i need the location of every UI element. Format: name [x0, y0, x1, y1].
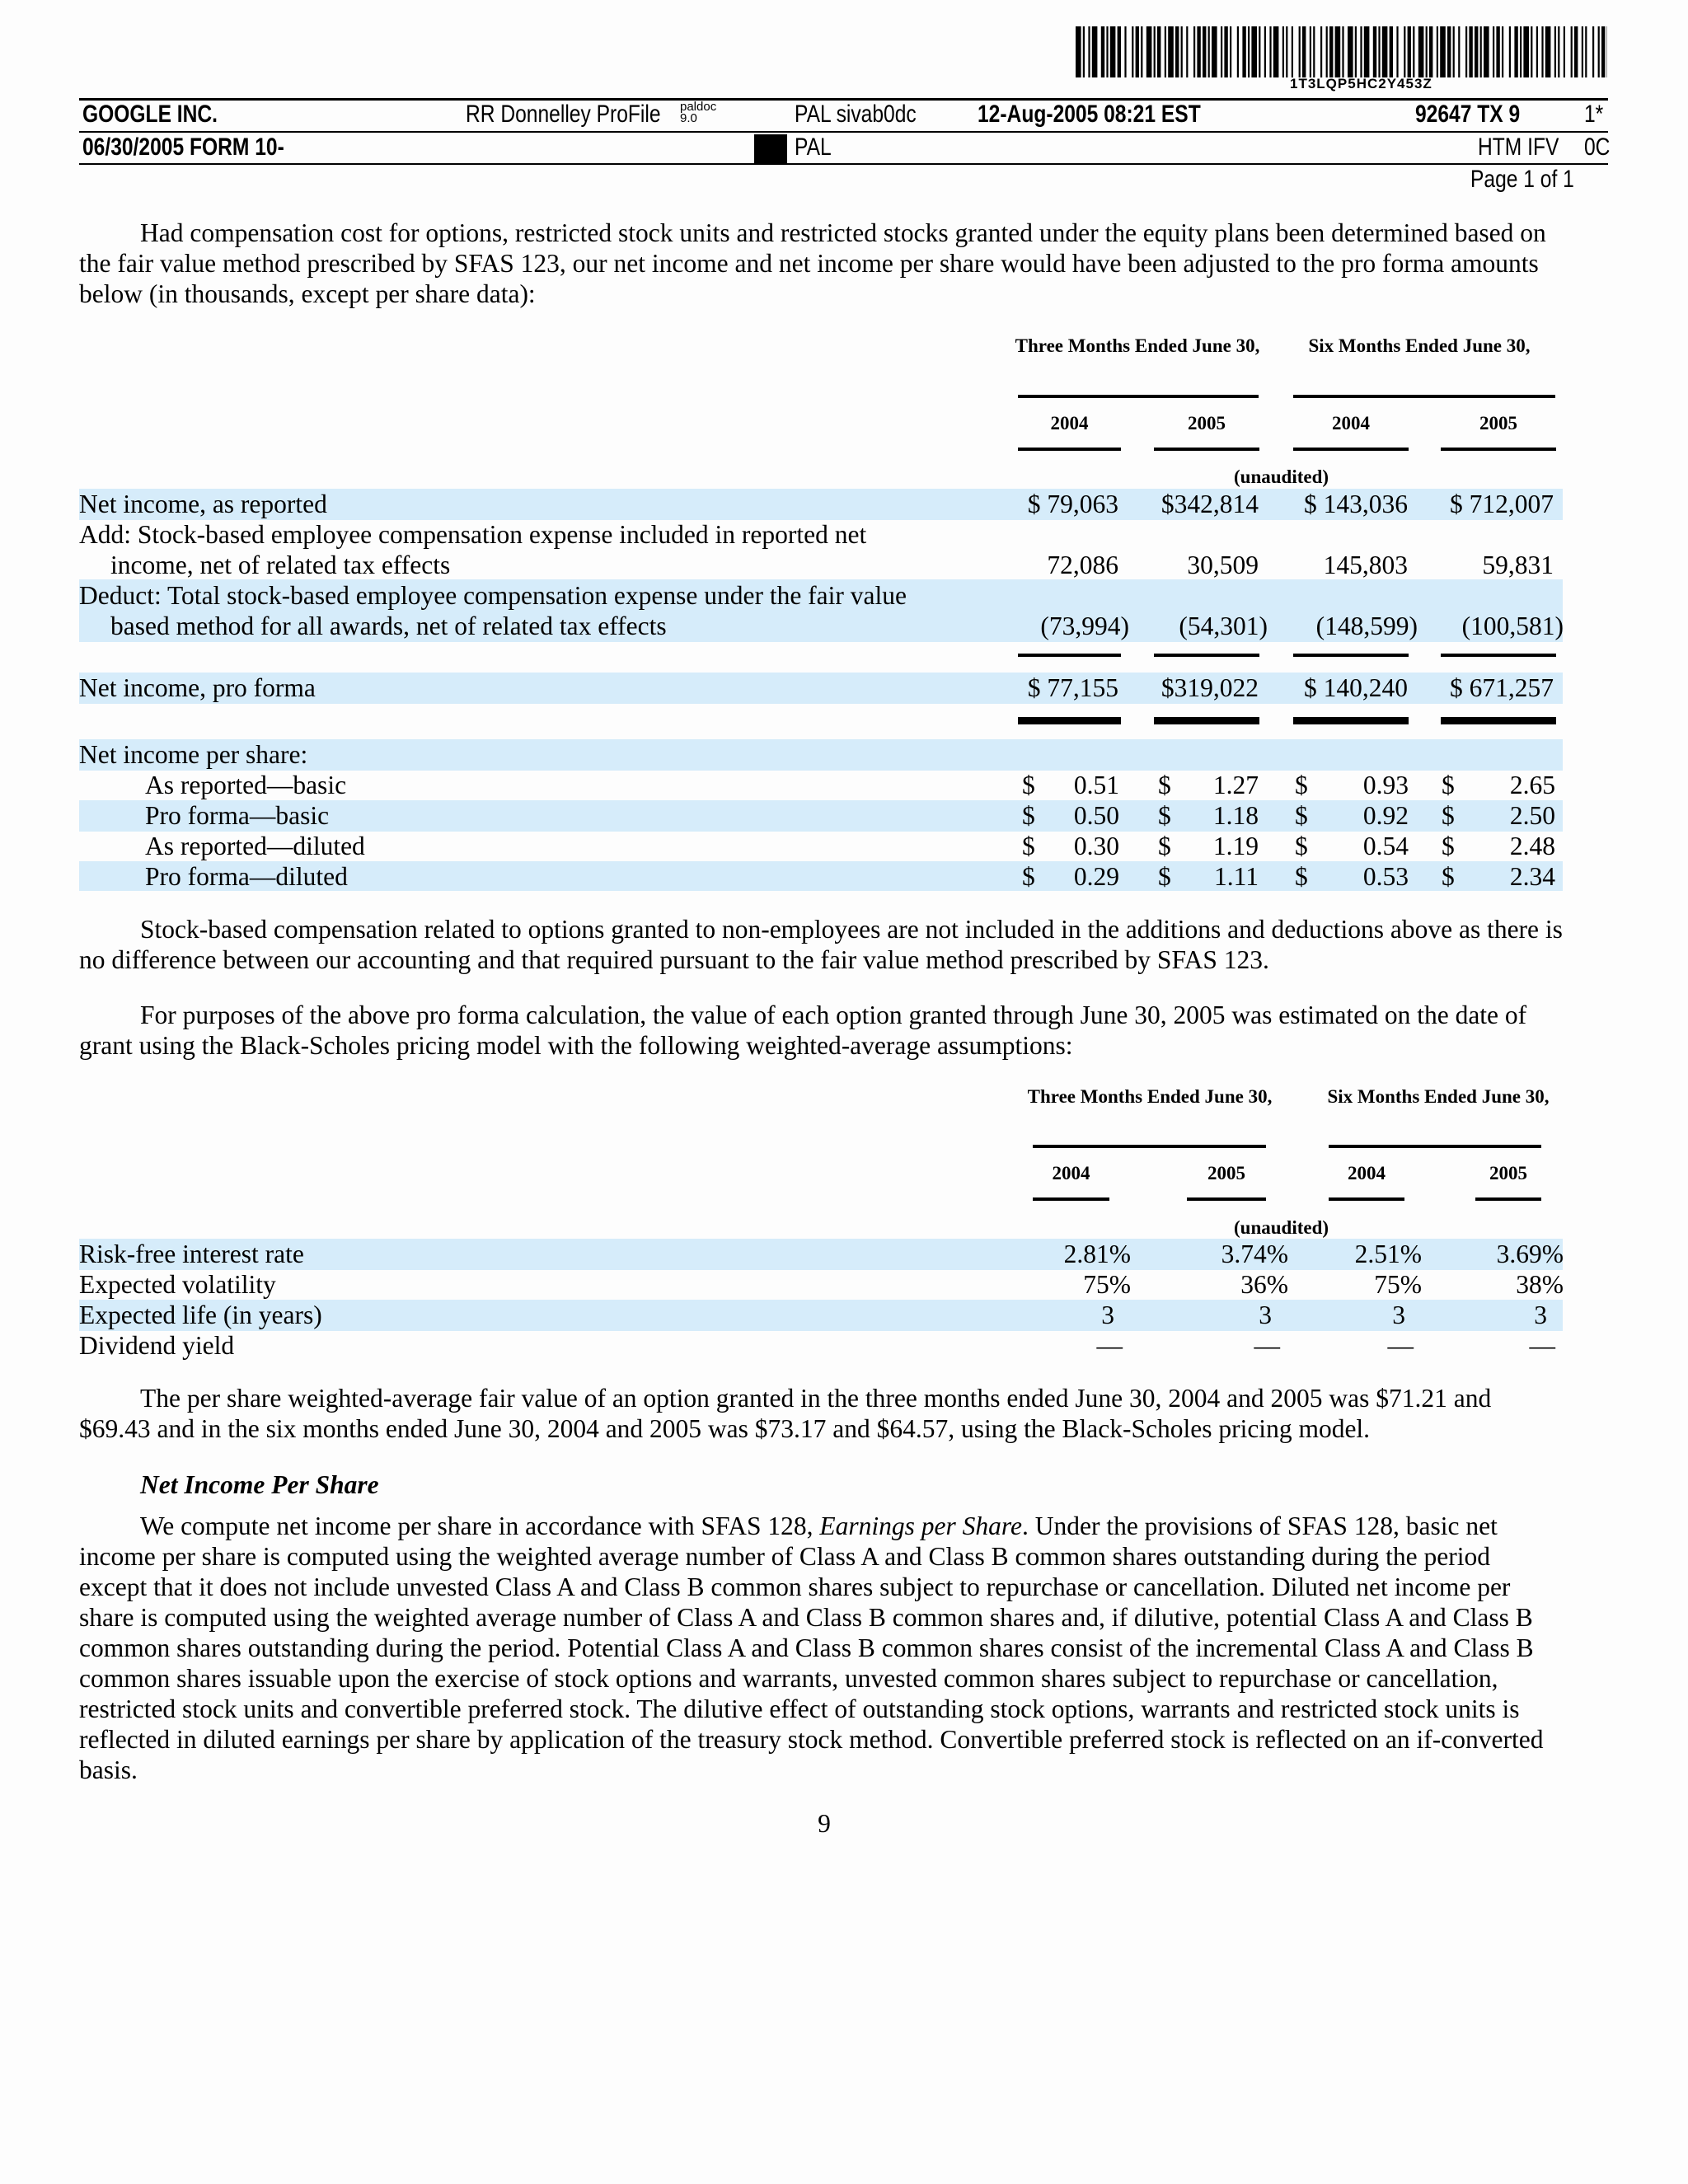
barcode-bar: [1585, 26, 1587, 77]
cell-value: 59,831: [1482, 551, 1554, 579]
currency-symbol: $: [1442, 862, 1455, 891]
table2-year-rule: [1329, 1197, 1404, 1201]
cell-value: $ 671,257: [1450, 673, 1554, 702]
para5-italic-title: Earnings per Share: [819, 1511, 1022, 1540]
barcode-bar: [1475, 26, 1478, 77]
job-number: 92647 TX 9: [1415, 101, 1521, 128]
cell-value: 1.27: [1212, 771, 1259, 799]
currency-symbol: $: [1022, 771, 1035, 799]
table2-year-rule: [1187, 1197, 1266, 1201]
barcode-bar: [1493, 26, 1494, 77]
subtotal-rule: [1154, 654, 1259, 657]
per-share-heading: Net income per share:: [79, 740, 308, 769]
cell-value: $ 712,007: [1450, 490, 1554, 518]
cell-value: 2.65: [1509, 771, 1555, 799]
table2-group-rule-2: [1329, 1145, 1541, 1148]
barcode-bar: [1378, 26, 1380, 77]
table2-year: 2004: [1348, 1163, 1386, 1183]
vendor-name: RR Donnelley ProFile: [466, 101, 661, 128]
currency-symbol: $: [1295, 771, 1308, 799]
location-code: PAL: [795, 134, 832, 161]
currency-symbol: $: [1295, 832, 1308, 860]
page-number: 9: [818, 1809, 831, 1838]
cell-value: $ 143,036: [1304, 490, 1408, 518]
barcode-bar: [1408, 26, 1411, 77]
currency-symbol: $: [1158, 771, 1171, 799]
barcode-bar: [1237, 26, 1239, 77]
row-label: Expected life (in years): [79, 1301, 322, 1329]
barcode-bar: [1458, 26, 1460, 77]
cell-value: (148,599): [1315, 612, 1418, 640]
cell-value: 3: [1101, 1301, 1114, 1329]
cell-value: 3.69%: [1496, 1240, 1564, 1268]
barcode-bar: [1592, 26, 1594, 77]
barcode-bar: [1502, 26, 1503, 77]
cell-value: 2.51%: [1354, 1240, 1422, 1268]
total-double-rule: [1293, 717, 1409, 724]
cell-value: —: [1387, 1331, 1414, 1360]
barcode-bar: [1404, 26, 1405, 77]
barcode-bar: [1418, 26, 1424, 77]
barcode-bar: [1413, 26, 1414, 77]
cell-value: 2.81%: [1063, 1240, 1131, 1268]
subtotal-rule: [1441, 654, 1556, 657]
barcode-bar: [1514, 26, 1517, 77]
row-label: As reported—diluted: [145, 832, 365, 860]
row-label: Dividend yield: [79, 1331, 235, 1360]
table2-year: 2005: [1489, 1163, 1527, 1183]
table2-year: 2004: [1052, 1163, 1090, 1183]
barcode-bar: [1310, 26, 1311, 77]
table2-year-rule: [1033, 1197, 1109, 1201]
barcode-bar: [1141, 26, 1142, 77]
barcode-bar: [1429, 26, 1432, 77]
barcode-bar: [1076, 26, 1081, 77]
row-label: Expected volatility: [79, 1270, 276, 1299]
barcode-bar: [1426, 26, 1428, 77]
currency-symbol: $: [1442, 832, 1455, 860]
barcode-bar: [1531, 26, 1532, 77]
barcode-bar: [1598, 26, 1600, 77]
cell-value: 0.93: [1362, 771, 1409, 799]
cell-value: 3.74%: [1221, 1240, 1288, 1268]
header-rule-mid: [79, 131, 1608, 133]
cell-value: 0.54: [1362, 832, 1409, 860]
barcode-bar: [1273, 26, 1279, 77]
cell-value: 75%: [1083, 1270, 1131, 1299]
format-code: HTM IFV: [1478, 134, 1559, 161]
cell-value: 3: [1534, 1301, 1547, 1329]
cell-value: —: [1254, 1331, 1280, 1360]
cell-value: 0.30: [1073, 832, 1119, 860]
table1-year: 2004: [1332, 413, 1370, 434]
barcode-bar: [1545, 26, 1551, 77]
paldoc-label: [680, 101, 716, 124]
barcode-bar: [1186, 26, 1188, 77]
row-label: Pro forma—diluted: [145, 862, 348, 891]
barcode-bar: [1092, 26, 1098, 77]
cell-value: $ 79,063: [1027, 490, 1118, 518]
section-title: Net Income Per Share: [140, 1470, 379, 1499]
para5-text-b: . Under the provisions of SFAS 128, basic net income per share is computed using the weighted average number of Class A and Class B common shares outstanding during the period except that it does not include unvested Class A and Class B common shares subject to repurchase or cancellation. Diluted net income per share is computed using the weighted average number of Class A and Class B common shares and, if dilutive, potential Class A and Class B common shares outstanding during the period. Potential Class A and Class B common shares consist of the incremental Class A and Class B common shares issuable upon the exercise of stock options and warrants, unvested common shares subject to repurchase or cancellation, restricted stock units and convertible preferred stock. The dilutive effect of outstanding stock options, warrants and restricted stock units is reflected in diluted earnings per share by application of the treasury stock method. Convertible preferred stock is reflected on an if-converted basis.: [79, 1511, 1544, 1784]
barcode-bar: [1168, 26, 1174, 77]
barcode-image: [1076, 26, 1607, 77]
cell-value: 2.34: [1509, 862, 1555, 891]
paragraph-black-scholes: For purposes of the above pro forma calculation, the value of each option granted through June 30, 2005 was estimated on the date of grant using the Black-Scholes pricing model with the following weighted-average assumptions:: [79, 1001, 1527, 1060]
barcode-bar: [1259, 26, 1260, 77]
barcode-bar: [1440, 26, 1446, 77]
barcode-bar: [1088, 26, 1090, 77]
cell-value: 2.50: [1509, 801, 1555, 830]
row-label-continued: based method for all awards, net of related tax effects: [110, 612, 667, 640]
barcode-bar: [1326, 26, 1328, 77]
barcode-bar: [1302, 26, 1306, 77]
barcode-bar: [1453, 26, 1455, 77]
barcode-bar: [1364, 26, 1370, 77]
barcode-bar: [1601, 26, 1605, 77]
barcode-bar: [1496, 26, 1499, 77]
barcode-bar: [1523, 26, 1529, 77]
total-double-rule: [1441, 717, 1556, 724]
cell-value: 3: [1259, 1301, 1272, 1329]
barcode-bar: [1509, 26, 1511, 77]
currency-symbol: $: [1158, 832, 1171, 860]
barcode-bar: [1264, 26, 1266, 77]
cell-value: 3: [1392, 1301, 1405, 1329]
barcode-bar: [1558, 26, 1559, 77]
page-of-label: Page 1 of 1: [1470, 166, 1574, 193]
barcode-bar: [1320, 26, 1322, 77]
cell-value: 38%: [1516, 1270, 1564, 1299]
barcode-bar: [1360, 26, 1362, 77]
barcode-bar: [1390, 26, 1393, 77]
currency-symbol: $: [1158, 801, 1171, 830]
barcode-bar: [1165, 26, 1166, 77]
barcode-bar: [1193, 26, 1195, 77]
cell-value: $ 140,240: [1304, 673, 1408, 702]
barcode-bar: [1541, 26, 1543, 77]
barcode-bar: [1355, 26, 1357, 77]
barcode-bar: [1299, 26, 1301, 77]
paragraph-nonemployees: Stock-based compensation related to options granted to non-employees are not included in the additions and deductions above as there is no difference between our accounting and that required pursuant to the fair value method prescribed by SFAS 123.: [79, 915, 1563, 974]
currency-symbol: $: [1022, 801, 1035, 830]
barcode-id: 1T3LQP5HC2Y453Z: [1290, 76, 1432, 91]
table1-year-rule: [1018, 448, 1121, 451]
print-datetime: 12-Aug-2005 08:21 EST: [978, 101, 1201, 128]
company-name: GOOGLE INC.: [82, 101, 218, 128]
barcode-bar: [1118, 26, 1121, 77]
subtotal-rule: [1018, 654, 1121, 657]
currency-symbol: $: [1442, 801, 1455, 830]
barcode-bar: [1313, 26, 1315, 77]
barcode-bar: [1437, 26, 1438, 77]
barcode-bar: [1465, 26, 1467, 77]
row-label: Net income, pro forma: [79, 673, 316, 702]
barcode-bar: [1564, 26, 1565, 77]
barcode-bar: [1248, 26, 1250, 77]
cell-value: $ 77,155: [1027, 673, 1118, 702]
barcode-bar: [1230, 26, 1231, 77]
barcode-bar: [1269, 26, 1271, 77]
barcode-bar: [1242, 26, 1245, 77]
barcode-bar: [1106, 26, 1108, 77]
cell-value: $319,022: [1160, 673, 1259, 702]
cell-value: —: [1096, 1331, 1123, 1360]
barcode-bar: [1154, 26, 1156, 77]
barcode-bar: [1221, 26, 1222, 77]
cell-value: 0.50: [1073, 801, 1119, 830]
cell-value: 2.48: [1509, 832, 1555, 860]
paragraph-net-income-per-share: [79, 1511, 1563, 1785]
total-double-rule: [1018, 717, 1121, 724]
barcode-bar: [1286, 26, 1287, 77]
barcode-bar: [1582, 26, 1583, 77]
table1-year-rule: [1441, 448, 1556, 451]
barcode-bar: [1520, 26, 1522, 77]
barcode-bar: [1124, 26, 1126, 77]
currency-symbol: $: [1295, 862, 1308, 891]
table2-year: 2005: [1207, 1163, 1245, 1183]
barcode-bar: [1382, 26, 1388, 77]
cell-value: 30,509: [1187, 551, 1259, 579]
revision-marker: 1*: [1584, 101, 1604, 128]
barcode-bar: [1342, 26, 1343, 77]
table2-group-six-months: Six Months Ended June 30,: [1327, 1086, 1550, 1107]
barcode-bar: [1292, 26, 1293, 77]
barcode-bar: [1181, 26, 1183, 77]
table1-year-rule: [1154, 448, 1259, 451]
barcode-bar: [1251, 26, 1257, 77]
barcode-bar: [1335, 26, 1341, 77]
para5-text-a: We compute net income per share in accordance with SFAS 128,: [140, 1511, 820, 1540]
barcode-bar: [1469, 26, 1472, 77]
barcode-bar: [1536, 26, 1538, 77]
cell-value: (54,301): [1179, 612, 1268, 640]
total-double-rule: [1154, 717, 1259, 724]
currency-symbol: $: [1295, 801, 1308, 830]
table1-year-rule: [1293, 448, 1409, 451]
barcode-bar: [1329, 26, 1333, 77]
intro-paragraph: Had compensation cost for options, restricted stock units and restricted stocks granted under the equity plans been determined based on the fair value method prescribed by SFAS 123, our net income and net income per share would have been adjusted to the pro forma amounts below (in thousands, except per share data):: [79, 218, 1546, 308]
row-label: Pro forma—basic: [145, 801, 330, 830]
barcode-bar: [1571, 26, 1573, 77]
row-label: Risk-free interest rate: [79, 1240, 304, 1268]
table1-year: 2005: [1188, 413, 1226, 434]
table1-group-three-months: Three Months Ended June 30,: [1015, 335, 1260, 356]
barcode-bar: [1146, 26, 1152, 77]
barcode-bar: [1373, 26, 1376, 77]
table2-group-three-months: Three Months Ended June 30,: [1027, 1086, 1273, 1107]
barcode-bar: [1197, 26, 1200, 77]
row-label: Deduct: Total stock-based employee compensation expense under the fair value: [79, 581, 907, 610]
table2-group-rule-1: [1033, 1145, 1266, 1148]
table2-year-rule: [1475, 1197, 1541, 1201]
cell-value: 1.11: [1214, 862, 1259, 891]
barcode-bar: [1348, 26, 1353, 77]
cell-value: 145,803: [1323, 551, 1408, 579]
barcode-bar: [1484, 26, 1489, 77]
cell-value: 0.29: [1073, 862, 1119, 891]
cell-value: (100,581): [1461, 612, 1564, 640]
cell-value: 75%: [1374, 1270, 1422, 1299]
currency-symbol: $: [1442, 771, 1455, 799]
cell-value: (73,994): [1040, 612, 1129, 640]
row-label-continued: income, net of related tax effects: [110, 551, 451, 579]
paldoc-text: paldoc: [680, 100, 717, 114]
barcode-bar: [1157, 26, 1160, 77]
barcode-bar: [1282, 26, 1284, 77]
cell-value: 72,086: [1047, 551, 1118, 579]
barcode-bar: [1175, 26, 1179, 77]
table1-group-rule-1: [1018, 395, 1259, 398]
color-code: 0C: [1584, 134, 1611, 161]
barcode-bar: [1083, 26, 1085, 77]
operator-id: PAL sivab0dc: [795, 101, 917, 128]
barcode-bar: [1396, 26, 1398, 77]
barcode-bar: [1574, 26, 1578, 77]
table1-year: 2004: [1050, 413, 1089, 434]
currency-symbol: $: [1022, 862, 1035, 891]
table2-unaudited: (unaudited): [1234, 1217, 1329, 1238]
table1-group-six-months: Six Months Ended June 30,: [1308, 335, 1531, 356]
barcode-bar: [1554, 26, 1556, 77]
cell-value: —: [1529, 1331, 1555, 1360]
barcode-bar: [1224, 26, 1227, 77]
currency-symbol: $: [1158, 862, 1171, 891]
row-label: As reported—basic: [145, 771, 347, 799]
barcode-bar: [1132, 26, 1133, 77]
cell-value: $342,814: [1160, 490, 1259, 518]
paragraph-fair-value: The per share weighted-average fair value of an option granted in the three months ended June 30, 2004 and 2005 was $71.21 and $69.43 and in the six months ended June 30, 2004 and 2005 was $73.17 and $64.57, using the Black-Scholes pricing model.: [79, 1384, 1492, 1443]
subtotal-rule: [1293, 654, 1409, 657]
table1-year: 2005: [1479, 413, 1517, 434]
row-label: Add: Stock-based employee compensation expense included in reported net: [79, 520, 867, 549]
black-marker: [754, 134, 787, 164]
row-label: Net income, as reported: [79, 490, 327, 518]
header-rule-bottom: [79, 163, 1608, 165]
currency-symbol: $: [1022, 832, 1035, 860]
table1-group-rule-2: [1293, 395, 1555, 398]
table1-unaudited: (unaudited): [1234, 466, 1329, 487]
barcode-bar: [1136, 26, 1139, 77]
barcode-bar: [1208, 26, 1210, 77]
barcode-bar: [1110, 26, 1116, 77]
cell-value: 0.51: [1073, 771, 1119, 799]
barcode-bar: [1447, 26, 1451, 77]
cell-value: 0.53: [1362, 862, 1409, 891]
cell-value: 1.19: [1212, 832, 1259, 860]
barcode-bar: [1101, 26, 1104, 77]
cell-value: 1.18: [1212, 801, 1259, 830]
barcode-bar: [1480, 26, 1482, 77]
paldoc-version: 9.0: [680, 111, 697, 125]
barcode-bar: [1203, 26, 1206, 77]
cell-value: 0.92: [1362, 801, 1409, 830]
form-label: 06/30/2005 FORM 10-: [82, 134, 284, 161]
barcode-bar: [1212, 26, 1217, 77]
cell-value: 36%: [1240, 1270, 1288, 1299]
